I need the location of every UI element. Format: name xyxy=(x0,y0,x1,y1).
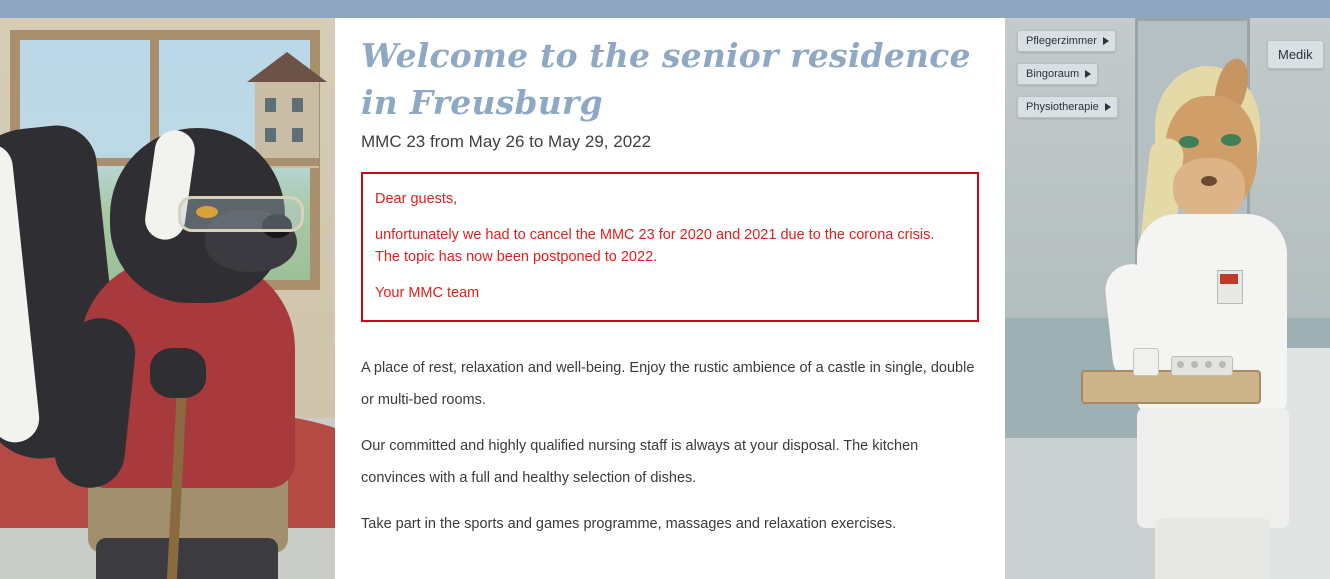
window-house-shape xyxy=(255,78,319,168)
sign-label: Medik xyxy=(1278,47,1313,62)
arrow-right-icon xyxy=(1105,103,1111,111)
pill-dot xyxy=(1205,361,1212,368)
house-window-c xyxy=(265,128,276,142)
wayfinding-sign-physiotherapie xyxy=(1017,96,1118,118)
wayfinding-sign-medik xyxy=(1267,40,1324,69)
nurse-legs xyxy=(1155,518,1270,579)
right-illustration-panel xyxy=(1005,18,1330,579)
sign-label: Physiotherapie xyxy=(1026,101,1099,113)
wayfinding-sign-pflegerzimmer xyxy=(1017,30,1116,52)
drinking-cup xyxy=(1133,348,1159,376)
nurse-eye-right xyxy=(1221,134,1241,146)
body-paragraph-2: Our committed and highly qualified nursing staff is always at your disposal. The kitchen convinces with a full and healthy selection of dishes. xyxy=(361,438,919,486)
nurse-nose xyxy=(1201,176,1217,186)
sign-label: Bingoraum xyxy=(1026,68,1080,80)
nurse-id-badge-stripe xyxy=(1220,274,1238,284)
left-illustration-panel xyxy=(0,18,335,579)
arrow-right-icon xyxy=(1085,70,1091,78)
notice-line-2: The topic has now been postponed to 2022. xyxy=(375,249,658,265)
skunk-hand xyxy=(150,348,206,398)
main-content-column xyxy=(335,18,1005,579)
notice-greeting: Dear guests, xyxy=(375,191,458,207)
arrow-right-icon xyxy=(1103,37,1109,45)
notice-line-1: unfortunately we had to cancel the MMC 23 for 2020 and 2021 due to the corona crisis. xyxy=(375,227,935,243)
nurse-eye-left xyxy=(1179,136,1199,148)
notice-signoff: Your MMC team xyxy=(375,285,480,301)
house-window-d xyxy=(292,128,303,142)
pill-dot xyxy=(1219,361,1226,368)
skunk-legs xyxy=(96,538,278,579)
cancellation-notice-box xyxy=(361,172,979,322)
notice-body xyxy=(375,224,965,268)
browser-top-strip xyxy=(0,0,1330,18)
window-house-roof xyxy=(247,52,327,82)
sign-label: Pflegerzimmer xyxy=(1026,35,1097,47)
house-window-a xyxy=(265,98,276,112)
house-window-b xyxy=(292,98,303,112)
wayfinding-sign-bingoraum xyxy=(1017,63,1098,85)
nurse-uniform-skirt xyxy=(1137,408,1289,528)
page-subtitle: MMC 23 from May 26 to May 29, 2022 xyxy=(361,132,652,151)
body-paragraph-3: Take part in the sports and games programme, massages and relaxation exercises. xyxy=(361,516,897,532)
page-title: Welcome to the senior residence in Freusburg xyxy=(361,36,971,122)
body-paragraph-1: A place of rest, relaxation and well-being. Enjoy the rustic ambience of a castle in single, double or multi-bed rooms. xyxy=(361,360,975,408)
skunk-eye xyxy=(196,206,218,218)
pill-dot xyxy=(1177,361,1184,368)
nurse-muzzle xyxy=(1173,158,1245,218)
pill-dot xyxy=(1191,361,1198,368)
